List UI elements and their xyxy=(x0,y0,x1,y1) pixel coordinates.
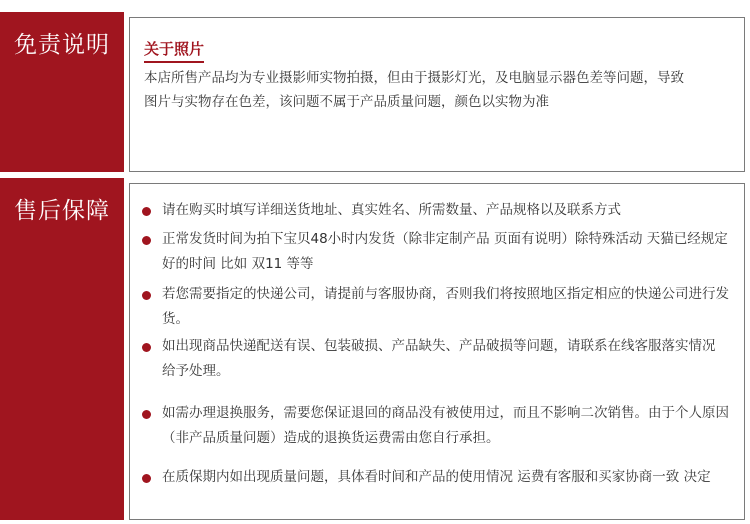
bullet-icon xyxy=(142,410,151,419)
list-item xyxy=(162,401,730,451)
list-item-text: 若您需要指定的快递公司，请提前与客服协商，否则我们将按照地区指定相应的快递公司进行发货。 xyxy=(162,286,729,327)
list-item xyxy=(162,227,730,277)
after-sales-label: 售后保障 xyxy=(14,198,110,224)
bullet-icon xyxy=(142,343,151,352)
list-item-text: 正常发货时间为拍下宝贝48小时内发货（除非定制产品 页面有说明）除特殊活动 天猫已经规定好的时间 比如 双11 等等 xyxy=(162,231,728,272)
list-item xyxy=(162,282,730,332)
photos-text: 本店所售产品均为专业摄影师实物拍摄，但由于摄影灯光，及电脑显示器色差等问题，导致图片与实物存在色差，该问题不属于产品质量问题，颜色以实物为准 xyxy=(144,70,684,110)
list-item xyxy=(162,465,730,490)
disclaimer-section xyxy=(0,12,750,172)
after-sales-list xyxy=(130,184,744,519)
disclaimer-label: 免责说明 xyxy=(14,32,110,58)
disclaimer-label-block xyxy=(0,12,124,172)
list-item-text: 如需办理退换服务，需要您保证退回的商品没有被使用过，而且不影响二次销售。由于个人原因（非产品质量问题）造成的退换货运费需由您自行承担。 xyxy=(162,405,729,446)
list-item-text: 如出现商品快递配送有误、包装破损、产品缺失、产品破损等问题，请联系在线客服落实情况 给予处理。 xyxy=(162,338,716,379)
list-item xyxy=(162,198,730,223)
photos-title: 关于照片 xyxy=(144,38,204,63)
bullet-icon xyxy=(142,236,151,245)
bullet-icon xyxy=(142,291,151,300)
after-sales-label-block xyxy=(0,178,124,520)
list-item xyxy=(162,334,730,384)
bullet-icon xyxy=(142,207,151,216)
bullet-icon xyxy=(142,474,151,483)
list-item-text: 在质保期内如出现质量问题，具体看时间和产品的使用情况 运费有客服和买家协商一致 决定 xyxy=(162,469,711,485)
disclaimer-box xyxy=(129,17,745,172)
after-sales-section xyxy=(0,178,750,520)
after-sales-box xyxy=(129,183,745,520)
list-item-text: 请在购买时填写详细送货地址、真实姓名、所需数量、产品规格以及联系方式 xyxy=(162,202,621,218)
